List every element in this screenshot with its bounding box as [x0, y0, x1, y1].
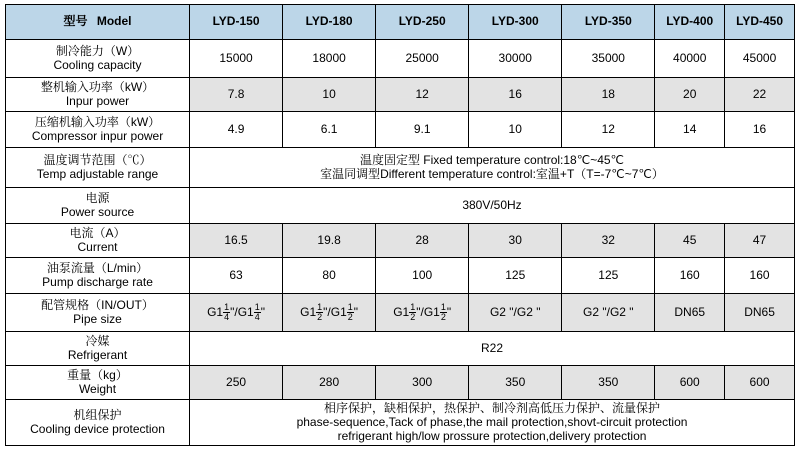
table-row [6, 224, 795, 258]
cell-value: 18000 [283, 40, 376, 78]
header-model-label-cn: 型号 [63, 14, 88, 29]
row-label-refrigerant [6, 332, 190, 366]
cell-value: 6.1 [283, 112, 376, 148]
row-label-cn: 重量（kg） [67, 367, 128, 382]
table-row [6, 366, 795, 400]
row-label-cn: 配管规格（IN/OUT） [41, 297, 154, 312]
row-label-en: Power source [60, 204, 135, 219]
protection-line-2: phase-sequence,Tack of phase,the mail protection,shovt-circuit protection [296, 414, 688, 429]
cell-value: 16 [469, 78, 562, 112]
row-label-cn: 机组保护 [73, 407, 122, 422]
cell-value: 47 [725, 224, 795, 258]
row-label-en: Cooling capacity [53, 57, 142, 72]
cell-value: 10 [283, 78, 376, 112]
header-model-6: LYD-400 [655, 5, 725, 40]
header-model-cell [6, 5, 190, 40]
row-label-temp-range [6, 148, 190, 188]
cell-value-pipe-6: DN65 [655, 294, 725, 332]
row-label-compressor-input-power [6, 112, 190, 148]
cell-value: 12 [376, 78, 469, 112]
cell-value: 20 [655, 78, 725, 112]
cell-value-pipe-2: G1 $\frac{1}{2}$ "/G1 $\frac{1}{2}$ " [283, 294, 376, 332]
header-model-1: LYD-150 [190, 5, 283, 40]
cell-value: 15000 [190, 40, 283, 78]
row-label-cn: 油泵流量（L/min） [46, 260, 149, 275]
cell-value-pipe-5: G2 "/G2 " [562, 294, 655, 332]
cell-value: 250 [190, 366, 283, 400]
row-label-en: Inpur power [65, 93, 130, 108]
cell-value: 600 [655, 366, 725, 400]
cell-value: 32 [562, 224, 655, 258]
row-label-cn: 温度调节范围（℃） [43, 152, 152, 167]
cell-value: 16.5 [190, 224, 283, 258]
table-row [6, 294, 795, 332]
table-row [6, 258, 795, 294]
row-label-weight [6, 366, 190, 400]
cell-value: 350 [562, 366, 655, 400]
cell-value: 40000 [655, 40, 725, 78]
cell-merged-power-source: 380V/50Hz [190, 188, 795, 224]
table-header-row [6, 5, 795, 40]
row-label-cn: 压缩机输入功率（kW） [34, 114, 161, 129]
cell-value: 7.8 [190, 78, 283, 112]
row-label-en: Temp adjustable range [36, 166, 159, 181]
table-row [6, 332, 795, 366]
row-label-cn: 冷媒 [85, 333, 110, 348]
cell-value: 45000 [725, 40, 795, 78]
row-label-current [6, 224, 190, 258]
table-row [6, 148, 795, 188]
row-label-en: Cooling device protection [30, 421, 165, 436]
cell-value: 4.9 [190, 112, 283, 148]
cell-value: 14 [655, 112, 725, 148]
row-label-en: Compressor inpur power [31, 128, 164, 143]
table-row [6, 188, 795, 224]
cell-value: 600 [725, 366, 795, 400]
cell-value: 100 [376, 258, 469, 294]
row-label-cn: 制冷能力（W） [55, 43, 140, 58]
cell-value: 22 [725, 78, 795, 112]
cell-value: 350 [469, 366, 562, 400]
row-label-en: Pipe size [73, 311, 122, 326]
cell-value: 12 [562, 112, 655, 148]
header-model-2: LYD-180 [283, 5, 376, 40]
row-label-pump-discharge [6, 258, 190, 294]
cell-value: 30 [469, 224, 562, 258]
cell-value: 9.1 [376, 112, 469, 148]
cell-value: 80 [283, 258, 376, 294]
table-row [6, 112, 795, 148]
cell-value: 300 [376, 366, 469, 400]
cell-value: 25000 [376, 40, 469, 78]
row-label-device-protection [6, 400, 190, 446]
cell-value: 10 [469, 112, 562, 148]
row-label-en: Weight [78, 381, 117, 396]
protection-line-3: refrigerant high/low prossure protection,delivery protection [337, 428, 647, 443]
row-label-en: Pump discharge rate [42, 274, 153, 289]
cell-value: 16 [725, 112, 795, 148]
row-label-input-power [6, 78, 190, 112]
cell-value: 125 [562, 258, 655, 294]
cell-value-pipe-1: G1 $\frac{1}{4}$ "/G1 $\frac{1}{4}$ " [190, 294, 283, 332]
cell-value: 45 [655, 224, 725, 258]
row-label-pipe-size [6, 294, 190, 332]
protection-line-1: 相序保护，缺相保护，热保护、制冷剂高低压力保护、流量保护 [324, 401, 661, 415]
cell-value: 18 [562, 78, 655, 112]
cell-value: 280 [283, 366, 376, 400]
cell-value: 160 [725, 258, 795, 294]
table-row [6, 78, 795, 112]
cell-value: 160 [655, 258, 725, 294]
cell-value: 19.8 [283, 224, 376, 258]
table-row [6, 400, 795, 446]
cell-value: 30000 [469, 40, 562, 78]
header-model-label-en: Model [96, 14, 132, 29]
header-model-5: LYD-350 [562, 5, 655, 40]
header-model-7: LYD-450 [725, 5, 795, 40]
cell-merged-refrigerant: R22 [190, 332, 795, 366]
header-model-4: LYD-300 [469, 5, 562, 40]
cell-merged-temp-range [190, 148, 795, 188]
row-label-cooling-capacity [6, 40, 190, 78]
cell-value: 28 [376, 224, 469, 258]
temp-range-line-2: 室温同调型Different temperature control:室温+T（T=-7℃~7℃） [320, 166, 664, 181]
cell-value-pipe-3: G1 $\frac{1}{2}$ "/G1 $\frac{1}{2}$ " [376, 294, 469, 332]
cell-value-pipe-4: G2 "/G2 " [469, 294, 562, 332]
cell-value: 125 [469, 258, 562, 294]
row-label-cn: 电源 [85, 190, 110, 205]
row-label-cn: 整机输入功率（kW） [40, 79, 155, 94]
cell-value: 63 [190, 258, 283, 294]
cell-merged-protection [190, 400, 795, 446]
cell-value-pipe-7: DN65 [725, 294, 795, 332]
cell-value: 35000 [562, 40, 655, 78]
row-label-en: Current [77, 239, 118, 254]
table-row [6, 40, 795, 78]
row-label-en: Refrigerant [67, 347, 128, 362]
row-label-power-source [6, 188, 190, 224]
row-label-cn: 电流（A） [69, 225, 126, 240]
specification-table [5, 4, 795, 446]
header-model-3: LYD-250 [376, 5, 469, 40]
temp-range-line-1: 温度固定型 Fixed temperature control:18℃~45℃ [359, 152, 625, 167]
